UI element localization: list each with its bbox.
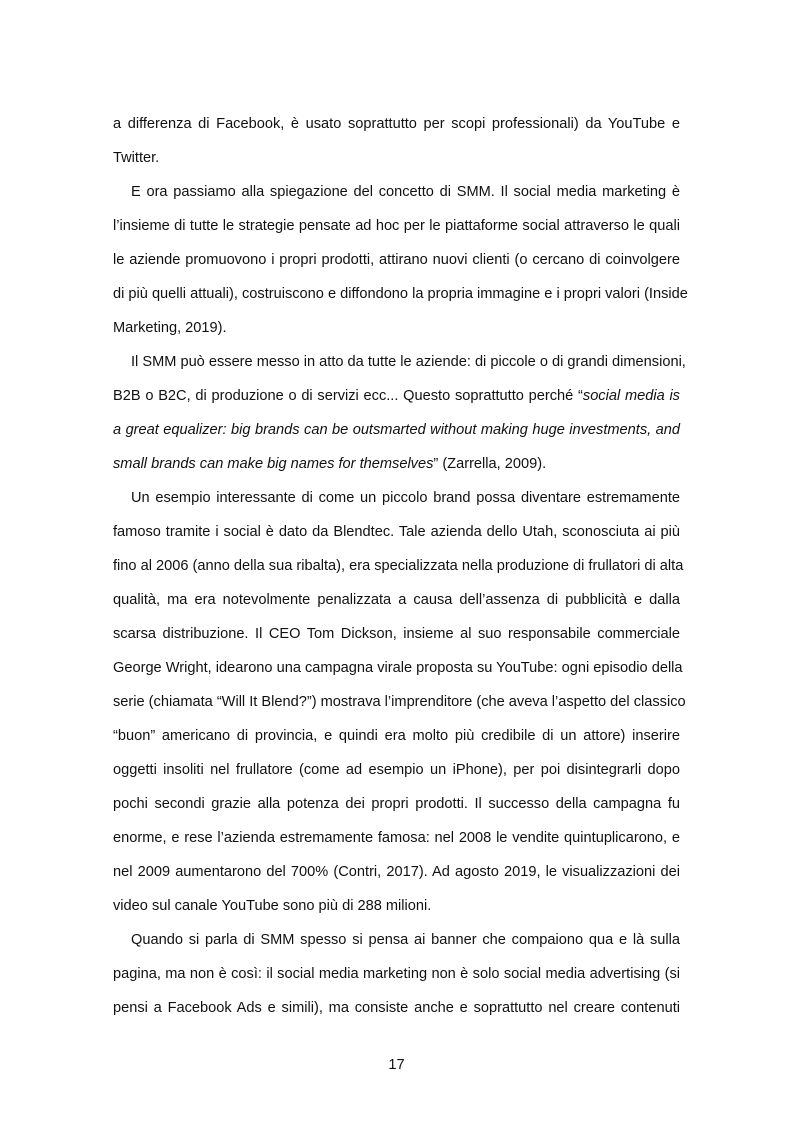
- text-line: l’insieme di tutte le strategie pensate ad hoc per le piattaforme social attraverso le quali: [113, 218, 680, 234]
- text-line: fino al 2006 (anno della sua ribalta), era specializzata nella produzione di frullatori di alta: [113, 558, 684, 574]
- text-line: serie (chiamata “Will It Blend?”) mostrava l’imprenditore (che aveva l’aspetto del classico: [113, 694, 686, 710]
- text-line: pochi secondi grazie alla potenza dei propri prodotti. Il successo della campagna fu: [113, 796, 680, 812]
- page-number: 17: [388, 1057, 405, 1073]
- text-line: pensi a Facebook Ads e simili), ma consiste anche e soprattutto nel creare contenuti: [113, 1000, 680, 1016]
- text-line: [113, 379, 680, 413]
- italic-quote: social media is: [582, 388, 680, 404]
- text-line: a differenza di Facebook, è usato soprattutto per scopi professionali) da YouTube e: [113, 116, 680, 132]
- text-line: E ora passiamo alla spiegazione del concetto di SMM. Il social media marketing è: [131, 184, 680, 200]
- text-segment: B2B o B2C, di produzione o di servizi ecc... Questo soprattutto perché “: [113, 388, 583, 404]
- text-line: Il SMM può essere messo in atto da tutte le aziende: di piccole o di grandi dimensioni,: [131, 354, 686, 370]
- text-line: Marketing, 2019).: [113, 320, 227, 336]
- text-line: oggetti insoliti nel frullatore (come ad esempio un iPhone), per poi disintegrarli dopo: [113, 762, 680, 778]
- citation: ” (Zarrella, 2009).: [433, 456, 547, 472]
- text-line: pagina, ma non è così: il social media marketing non è solo social media advertising (si: [113, 966, 680, 982]
- text-line: famoso tramite i social è dato da Blendtec. Tale azienda dello Utah, sconosciuta ai più: [113, 524, 680, 540]
- text-line: [113, 447, 680, 481]
- italic-quote: a great equalizer: big brands can be outsmarted without making huge investments, and: [113, 422, 680, 438]
- text-line: le aziende promuovono i propri prodotti, attirano nuovi clienti (o cercano di coinvolgere: [113, 252, 680, 268]
- document-page: [113, 107, 688, 1025]
- text-line: qualità, ma era notevolmente penalizzata a causa dell’assenza di pubblicità e dalla: [113, 592, 680, 608]
- paragraph-blendtec-example: [113, 481, 686, 923]
- paragraph-smm-all-companies: [113, 345, 686, 481]
- text-line: Quando si parla di SMM spesso si pensa ai banner che compaiono qua e là sulla: [131, 932, 680, 948]
- text-line: Un esempio interessante di come un piccolo brand possa diventare estremamente: [131, 490, 680, 506]
- text-line: di più quelli attuali), costruiscono e diffondono la propria immagine e i propri valori (Inside: [113, 286, 688, 302]
- text-line: nel 2009 aumentarono del 700% (Contri, 2017). Ad agosto 2019, le visualizzazioni dei: [113, 864, 680, 880]
- text-line: “buon” americano di provincia, e quindi era molto più credibile di un attore) inserire: [113, 728, 680, 744]
- text-line: enorme, e rese l’azienda estremamente famosa: nel 2008 le vendite quintuplicarono, e: [113, 830, 680, 846]
- paragraph-smm-banners: [113, 923, 680, 1025]
- text-line: video sul canale YouTube sono più di 288 milioni.: [113, 898, 432, 914]
- paragraph-continuation: [113, 107, 680, 175]
- paragraph-smm-definition: [113, 175, 688, 345]
- text-line: scarsa distribuzione. Il CEO Tom Dickson, insieme al suo responsabile commerciale: [113, 626, 680, 642]
- text-line: Twitter.: [113, 150, 160, 166]
- text-line: George Wright, idearono una campagna virale proposta su YouTube: ogni episodio della: [113, 660, 683, 676]
- italic-quote: small brands can make big names for themselves: [113, 456, 434, 472]
- text-line: [113, 413, 680, 447]
